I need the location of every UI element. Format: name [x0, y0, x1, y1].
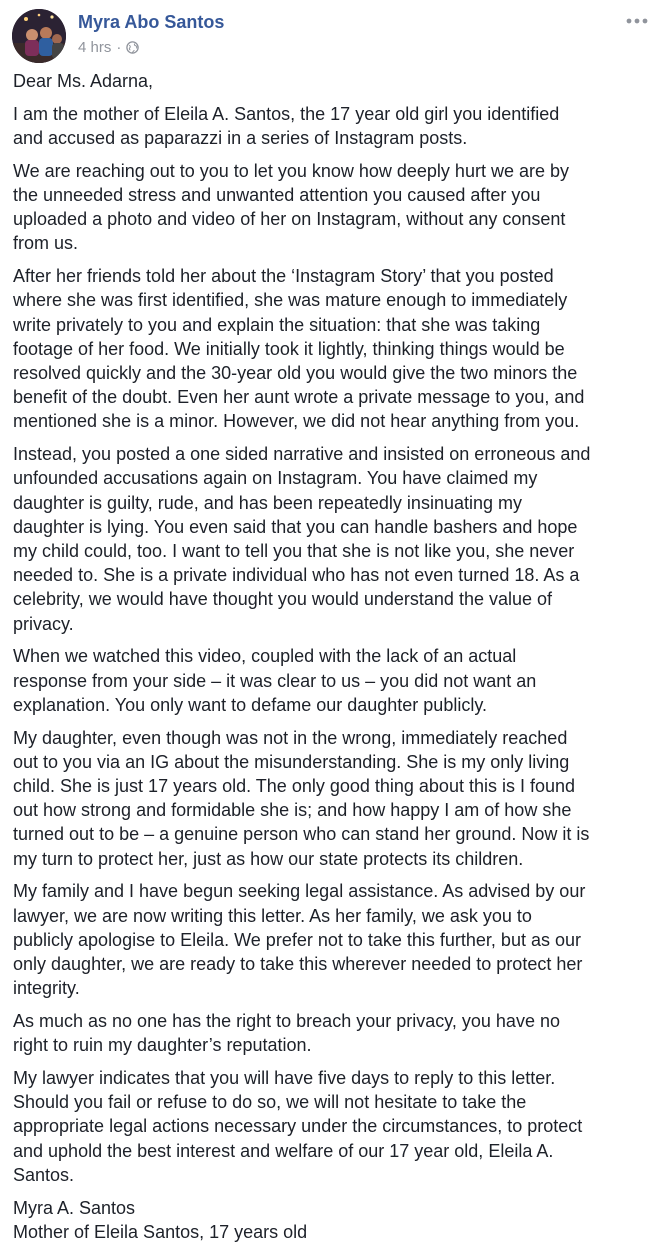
post-text-line: lawyer, we are now writing this letter. As her family, we ask you to: [13, 905, 532, 926]
post-paragraph: [13, 159, 653, 256]
post-text-line: celebrity, we would have thought you would understand the value of: [13, 589, 553, 610]
post-text-line: publicly apologise to Eleila. We prefer not to take this further, but as our: [13, 929, 581, 950]
post-text-line: benefit of the doubt. Even her aunt wrote a private message to you, and: [13, 387, 585, 408]
post-text-line: Myra A. Santos: [13, 1197, 136, 1218]
post-text-line: Should you fail or refuse to do so, we will not hesitate to take the: [13, 1092, 527, 1113]
avatar[interactable]: [12, 9, 66, 63]
post-paragraph: [13, 264, 653, 433]
post-text-line: mentioned she is a minor. However, we did not hear anything from you.: [13, 411, 580, 432]
post-paragraph: [13, 1066, 653, 1187]
post-text-line: Instead, you posted a one sided narrative and insisted on erroneous and: [13, 444, 591, 465]
post-text-line: As much as no one has the right to breach your privacy, you have no: [13, 1011, 560, 1032]
post-text-line: We are reaching out to you to let you know how deeply hurt we are by: [13, 160, 569, 181]
post-text-line: appropriate legal actions necessary under the circumstances, to protect: [13, 1116, 583, 1137]
post-text-line: uploaded a photo and video of her on Instagram, without any consent: [13, 209, 566, 230]
post-paragraph: [13, 102, 653, 150]
post-paragraph: [13, 442, 653, 636]
post-text-line: Santos.: [13, 1164, 75, 1185]
post-text-line: explanation. You only want to defame our daughter publicly.: [13, 694, 487, 715]
post-text-line: Mother of Eleila Santos, 17 years old: [13, 1221, 308, 1242]
more-options-icon: [624, 13, 650, 29]
post-paragraph: [13, 726, 653, 871]
post-text-line: privacy.: [13, 613, 74, 634]
post-text-line: out to you via an IG about the misunderstanding. She is my only living: [13, 751, 570, 772]
post-text-line: and accused as paparazzi in a series of Instagram posts.: [13, 128, 468, 148]
post-paragraph: [13, 69, 653, 93]
post-text-line: resolved quickly and the 30-year old you would give the two minors the: [13, 363, 578, 384]
post-text-line: My lawyer indicates that you will have five days to reply to this letter.: [13, 1068, 556, 1089]
post-text-line: response from your side – it was clear to us – you did not want an: [13, 670, 537, 691]
post-body: [13, 69, 653, 1253]
post-text-line: Dear Ms. Adarna,: [13, 71, 154, 91]
timestamp[interactable]: 4 hrs: [78, 39, 112, 56]
post-text-line: the unneeded stress and unwanted attention you caused after you: [13, 185, 541, 205]
post-paragraph: [13, 644, 653, 717]
post-text-line: After her friends told her about the ‘Instagram Story’ that you posted: [13, 266, 554, 287]
post-text-line: from us.: [13, 233, 79, 254]
post-text-line: My family and I have begun seeking legal assistance. As advised by our: [13, 881, 586, 902]
post-text-line: integrity.: [13, 978, 80, 999]
post-header: [12, 9, 650, 65]
post-text-line: When we watched this video, coupled with the lack of an actual: [13, 646, 517, 667]
post-text-line: where she was first identified, she was mature enough to immediately: [13, 290, 568, 311]
profile-photo: [12, 9, 66, 63]
more-options-button[interactable]: [624, 13, 650, 29]
post-text-line: my child could, too. I want to tell you that she is not like you, she never: [13, 541, 575, 562]
post-meta: [78, 39, 139, 56]
post-text-line: child. She is just 17 years old. The only good thing about this is I found: [13, 776, 576, 797]
post-text-line: only daughter, we are ready to take this wherever needed to protect her: [13, 954, 583, 975]
post-text-line: my turn to protect her, just as how our state protects its children.: [13, 848, 524, 869]
post-text-line: right to ruin my daughter’s reputation.: [13, 1035, 312, 1056]
post-text-line: footage of her food. We initially took it lightly, thinking things would be: [13, 338, 565, 359]
post-text-line: I am the mother of Eleila A. Santos, the 17 year old girl you identified: [13, 103, 560, 124]
post-text-line: My daughter, even though was not in the wrong, immediately reached: [13, 727, 568, 748]
globe-icon[interactable]: [126, 41, 139, 54]
post-paragraph: [13, 879, 653, 1000]
meta-separator: ·: [116, 39, 122, 56]
post-paragraph: [13, 1196, 653, 1244]
post-text-line: out how strong and formidable she is; and how happy I am of how she: [13, 800, 572, 821]
post-text-line: daughter is guilty, rude, and has been repeatedly insinuating my: [13, 492, 522, 513]
post-text-line: unfounded accusations again on Instagram. You have claimed my: [13, 468, 538, 489]
author-name[interactable]: Myra Abo Santos: [78, 12, 225, 32]
post-text-line: write privately to you and explain the situation: that she was taking: [13, 314, 541, 335]
post-text-line: daughter is lying. You even said that you can handle bashers and hope: [13, 516, 578, 537]
post-text-line: and uphold the best interest and welfare of our 17 year old, Eleila A.: [13, 1140, 554, 1161]
post-text-line: needed to. She is a private individual who has not even turned 18. As a: [13, 565, 580, 586]
post-text-line: turned out to be – a genuine person who can stand her ground. Now it is: [13, 824, 590, 845]
post-paragraph: [13, 1009, 653, 1057]
